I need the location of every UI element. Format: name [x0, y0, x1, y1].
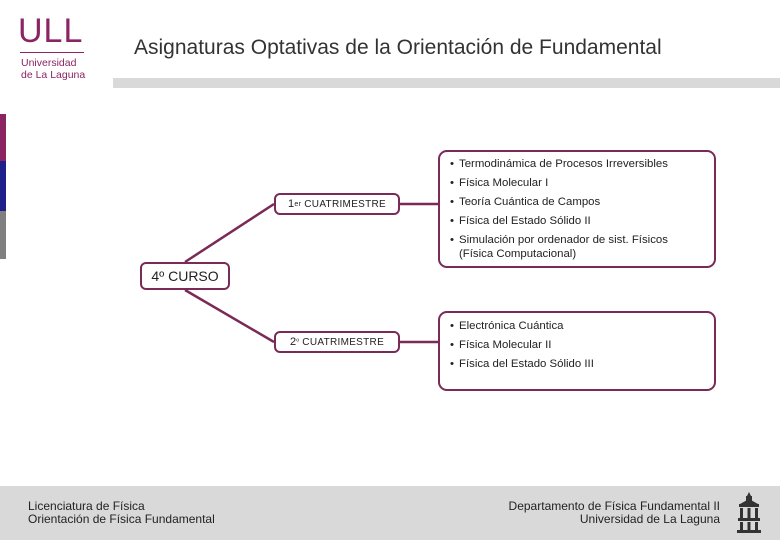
list-item — [450, 231, 704, 264]
list-item-text: Simulación por ordenador de sist. Físicos — [459, 234, 668, 246]
semester1-box — [274, 193, 400, 215]
footer-university: Universidad de La Laguna — [579, 512, 720, 526]
footer-department: Departamento de Física Fundamental II — [508, 499, 720, 513]
semester1-label: CUATRIMESTRE — [301, 198, 387, 210]
semester1-subjects — [438, 150, 716, 268]
list-item: • Teoría Cuántica de Campos — [450, 193, 704, 212]
footer-orientation: Orientación de Física Fundamental — [28, 512, 215, 526]
course-label: 4º CURSO — [151, 268, 219, 284]
course-box — [140, 262, 230, 290]
connector-course-sem1 — [185, 204, 274, 262]
footer-right — [509, 500, 720, 526]
connector-course-sem2 — [185, 290, 274, 342]
list-item: • Física del Estado Sólido II — [450, 212, 704, 231]
logo-line2: de La Laguna — [21, 69, 86, 81]
semester1-suffix: er — [294, 200, 302, 208]
semester2-box — [274, 331, 400, 353]
semester2-subjects — [438, 311, 716, 391]
footer-left — [28, 500, 215, 526]
list-item: • Física del Estado Sólido III — [450, 355, 704, 374]
semester2-suffix: º — [296, 338, 300, 346]
logo-mark: ULL — [18, 12, 84, 50]
semester1-number: 1 — [287, 198, 295, 210]
list-item: • Física Molecular I — [450, 174, 704, 193]
logo-line1: Universidad — [21, 57, 77, 69]
university-crest-icon — [734, 490, 764, 534]
list-item-continuation: (Física Computacional) — [459, 248, 577, 260]
list-item: • Física Molecular II — [450, 336, 704, 355]
footer-degree: Licenciatura de Física — [28, 499, 145, 513]
list-item: • Termodinámica de Procesos Irreversibles — [450, 155, 704, 174]
list-item: • Electrónica Cuántica — [450, 317, 704, 336]
semester2-label: CUATRIMESTRE — [299, 336, 385, 348]
semester2-number: 2 — [289, 336, 297, 348]
page-title: Asignaturas Optativas de la Orientación de Fundamental — [134, 36, 662, 59]
